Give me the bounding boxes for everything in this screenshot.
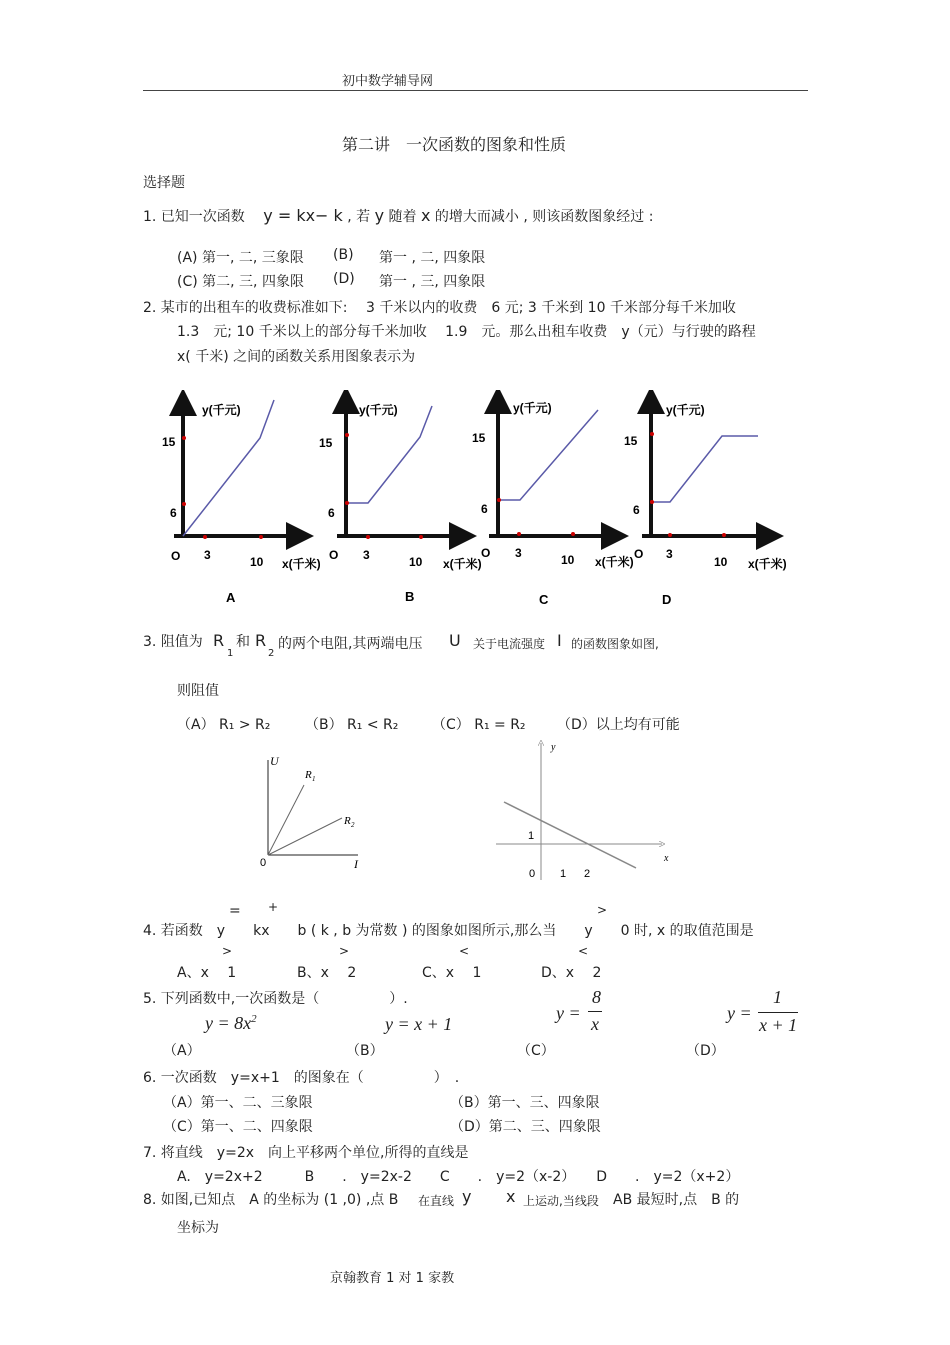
q5-label-c: （C）: [517, 1043, 555, 1059]
svg-text:O: O: [329, 548, 339, 562]
svg-text:6: 6: [481, 502, 488, 516]
q1-option-c: (C) 第二, 三, 四象限: [177, 274, 304, 290]
q5-label-d: （D）: [686, 1043, 725, 1059]
q5-formula-c-bot: x: [591, 1014, 599, 1034]
q3-option-a: （A） R₁ > R₂: [177, 717, 271, 733]
q4-option-d: D、x 2: [541, 965, 602, 981]
q5-formula-c-top: 8: [592, 987, 601, 1007]
linear-function-graph: [490, 735, 680, 885]
q5-formula-d-bot: x + 1: [759, 1015, 798, 1035]
svg-text:3: 3: [204, 548, 211, 562]
q3-line2: 则阻值: [177, 683, 219, 699]
q3-r2: R: [255, 631, 267, 650]
q3-option-c: （C） R₁ = R₂: [432, 717, 526, 733]
q7-options: A. y=2x+2 B . y=2x-2 C . y=2（x-2） D . y=2（x+2）: [177, 1169, 740, 1185]
graph-b: [319, 400, 482, 604]
q3-option-d: （D）以上均有可能: [557, 717, 680, 733]
question-8: 8. 如图,已知点 A 的坐标为 (1 ,0) ,点 B: [143, 1192, 399, 1208]
svg-text:15: 15: [162, 435, 176, 449]
graph-a: [162, 400, 321, 605]
question-5: 5. 下列函数中,一次函数是（ ）.: [143, 991, 408, 1007]
q1-option-a: (A) 第一, 二, 三象限: [177, 250, 304, 266]
question-3: 3. 阻值为: [143, 634, 203, 650]
question-2-line3: x( 千米) 之间的函数关系用图象表示为: [177, 349, 416, 365]
question-4: 4. 若函数 y kx b ( k , b 为常数 ) 的图象如图所示,那么当 y 0 时, x 的取值范围是: [143, 923, 754, 939]
q5-formula-d-top: 1: [773, 987, 782, 1007]
q1-option-b: 第一 , 二, 四象限: [379, 250, 486, 266]
header-rule: [143, 90, 808, 91]
svg-text:I: I: [354, 857, 358, 871]
q6-option-c: （C）第一、二、四象限: [163, 1119, 313, 1135]
svg-text:6: 6: [328, 506, 335, 520]
question-2-line2: 1.3 元; 10 千米以上的部分每千米加收 1.9 元。那么出租车收费 y（元）与行驶的路程: [177, 324, 756, 340]
graph-b-label: B: [405, 589, 415, 604]
q5-formula-a: $y = 8x^2$: [205, 1013, 257, 1033]
svg-text:15: 15: [472, 431, 486, 445]
svg-text:6: 6: [170, 506, 177, 520]
svg-text:O: O: [634, 547, 644, 561]
page-title: 第二讲 一次函数的图象和性质: [342, 135, 567, 154]
q1-option-d: 第一 , 三, 四象限: [379, 274, 486, 290]
svg-text:2: 2: [351, 821, 355, 829]
graph-a-ylabel: y(千元): [202, 403, 241, 417]
page-footer: 京翰教育 1 对 1 家教: [330, 1271, 455, 1286]
q6-option-d: （D）第二、三、四象限: [450, 1119, 601, 1135]
graph-a-xlabel: x(千米): [282, 557, 321, 571]
graph-b-ylabel: y(千元): [359, 403, 398, 417]
q3-option-b: （B） R₁ < R₂: [305, 717, 399, 733]
resistance-graph: [250, 750, 380, 875]
svg-text:10: 10: [714, 555, 728, 569]
svg-text:3: 3: [363, 548, 370, 562]
q5-label-b: （B）: [346, 1043, 384, 1059]
graph-a-label: A: [226, 590, 236, 605]
q6-option-a: （A）第一、二、三象限: [163, 1095, 313, 1111]
svg-text:10: 10: [561, 553, 575, 567]
svg-text:1: 1: [312, 775, 316, 783]
svg-text:15: 15: [319, 436, 333, 450]
q3-r1: R: [213, 631, 225, 650]
svg-text:10: 10: [250, 555, 264, 569]
svg-text:15: 15: [624, 434, 638, 448]
q1-option-d-letter: (D): [333, 271, 355, 287]
svg-text:3: 3: [515, 546, 522, 560]
svg-text:0: 0: [529, 868, 536, 880]
q4-option-b: B、x 2: [297, 965, 357, 981]
graph-c-ylabel: y(千元): [513, 401, 552, 415]
graph-d: [624, 400, 787, 607]
svg-text:1: 1: [560, 868, 567, 880]
svg-text:U: U: [270, 754, 279, 768]
svg-text:0: 0: [260, 857, 267, 869]
q8-line2: 坐标为: [177, 1220, 219, 1236]
svg-text:O: O: [481, 546, 491, 560]
question-7: 7. 将直线 y=2x 向上平移两个单位,所得的直线是: [143, 1145, 469, 1161]
graph-d-xlabel: x(千米): [748, 557, 787, 571]
question-6: 6. 一次函数 y=x+1 的图象在（ ） .: [143, 1070, 460, 1086]
q1-option-b-letter: (B): [333, 247, 354, 263]
svg-text:1: 1: [528, 830, 535, 842]
svg-text:R: R: [344, 815, 351, 827]
q5-formula-b: y = x + 1: [385, 1014, 453, 1034]
page-header: 初中数学辅导网: [342, 74, 434, 89]
svg-text:10: 10: [409, 555, 423, 569]
section-heading: 选择题: [143, 175, 185, 191]
graph-d-ylabel: y(千元): [666, 403, 705, 417]
question-2-line1: 2. 某市的出租车的收费标准如下: 3 千米以内的收费 6 元; 3 千米到 10 千米部分每千米加收: [143, 300, 736, 316]
q4-option-a: A、x 1: [177, 965, 237, 981]
q5-label-a: （A）: [163, 1043, 201, 1059]
graph-c-label: C: [539, 592, 549, 607]
q6-option-b: （B）第一、三、四象限: [450, 1095, 600, 1111]
svg-text:2: 2: [584, 868, 591, 880]
svg-text:6: 6: [633, 503, 640, 517]
question-1: 1. 已知一次函数 y = kx− k , 若 y 随着 x 的增大而减小 , 则该函数图象经过 :: [143, 206, 654, 225]
graph-c-xlabel: x(千米): [595, 555, 634, 569]
graph-b-xlabel: x(千米): [443, 557, 482, 571]
graph-c: [472, 400, 634, 607]
svg-text:3: 3: [666, 547, 673, 561]
graph-d-label: D: [662, 592, 672, 607]
q4-option-c: C、x 1: [422, 965, 482, 981]
svg-text:R: R: [305, 769, 312, 781]
svg-text:x: x: [664, 853, 669, 864]
taxi-graphs: [160, 390, 800, 615]
svg-text:y: y: [551, 742, 556, 753]
svg-text:O: O: [171, 549, 181, 563]
